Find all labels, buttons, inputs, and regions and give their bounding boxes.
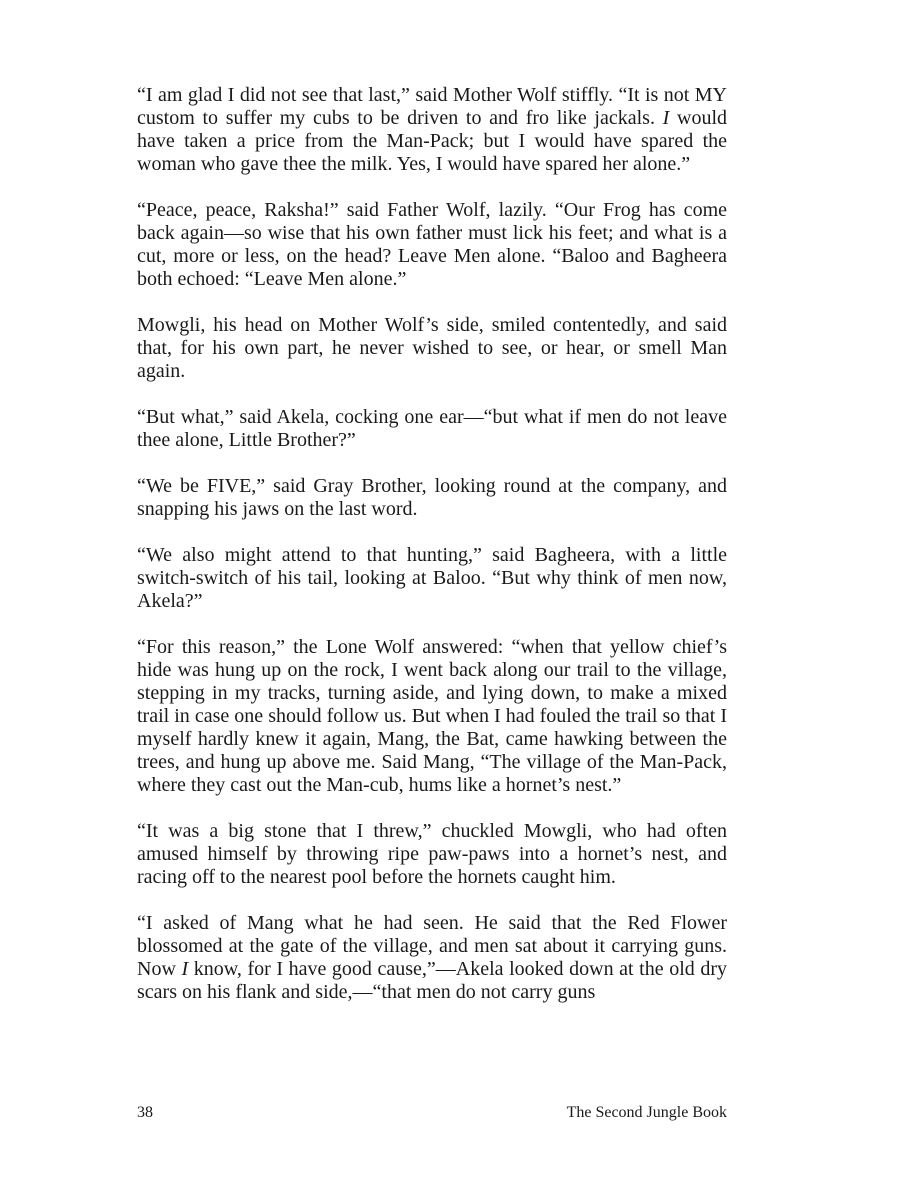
page-body bbox=[137, 84, 727, 1027]
text-run: “It was a big stone that I threw,” chuckled Mowgli, who had often amused himself by throwing ripe paw-paws into a hornet’s nest, and racing off to the nearest pool before the hornets caught him. bbox=[137, 820, 727, 888]
text-run: would have taken a price from the Man-Pack; but I would have spared the woman who gave thee the milk. Yes, I would have spared her alone.” bbox=[137, 107, 728, 175]
text-run: “But what,” said Akela, cocking one ear—“but what if men do not leave thee alone, Little Brother?” bbox=[137, 406, 727, 451]
paragraph-8 bbox=[137, 820, 727, 889]
page-number: 38 bbox=[137, 1104, 153, 1121]
paragraph-4 bbox=[137, 406, 727, 452]
text-run: know, for I have good cause,”—Akela looked down at the old dry scars on his flank and side,—“that men do not carry guns bbox=[137, 958, 727, 1003]
emphasis-run: I bbox=[181, 958, 189, 980]
text-run: Mowgli, his head on Mother Wolf’s side, smiled contentedly, and said that, for his own part, he never wished to see, or hear, or smell Man again. bbox=[137, 314, 727, 382]
page-footer bbox=[137, 1104, 727, 1122]
running-title: The Second Jungle Book bbox=[566, 1104, 727, 1121]
paragraph-3 bbox=[137, 314, 727, 383]
paragraph-1 bbox=[137, 84, 727, 176]
text-run: “For this reason,” the Lone Wolf answered: “when that yellow chief’s hide was hung up on the rock, I went back along our trail to the village, stepping in my tracks, turning aside, and lying down, to make a mixed trail in case one should follow us. But when I had fouled the trail so that I myself hardly knew it again, Mang, the Bat, came hawking between the trees, and hung up above me. Said Mang, “The village of the Man-Pack, where they cast out the Man-cub, hums like a hornet’s nest.” bbox=[137, 636, 727, 796]
paragraph-9 bbox=[137, 912, 727, 1004]
text-run: “We also might attend to that hunting,” said Bagheera, with a little switch-switch of his tail, looking at Baloo. “But why think of men now, Akela?” bbox=[137, 544, 727, 612]
paragraph-6 bbox=[137, 544, 727, 613]
paragraph-7 bbox=[137, 636, 727, 797]
paragraph-2 bbox=[137, 199, 727, 291]
paragraph-5 bbox=[137, 475, 727, 521]
emphasis-run: I bbox=[662, 107, 670, 129]
text-run: “I asked of Mang what he had seen. He said that the Red Flower blossomed at the gate of the village, and men sat about it carrying guns. Now bbox=[137, 912, 727, 980]
text-run: “I am glad I did not see that last,” said Mother Wolf stiffly. “It is not MY custom to suffer my cubs to be driven to and fro like jackals. bbox=[137, 84, 727, 129]
text-run: “We be FIVE,” said Gray Brother, looking round at the company, and snapping his jaws on the last word. bbox=[137, 475, 727, 520]
text-run: “Peace, peace, Raksha!” said Father Wolf, lazily. “Our Frog has come back again—so wise that his own father must lick his feet; and what is a cut, more or less, on the head? Leave Men alone. “Baloo and Bagheera both echoed: “Leave Men alone.” bbox=[137, 199, 727, 290]
